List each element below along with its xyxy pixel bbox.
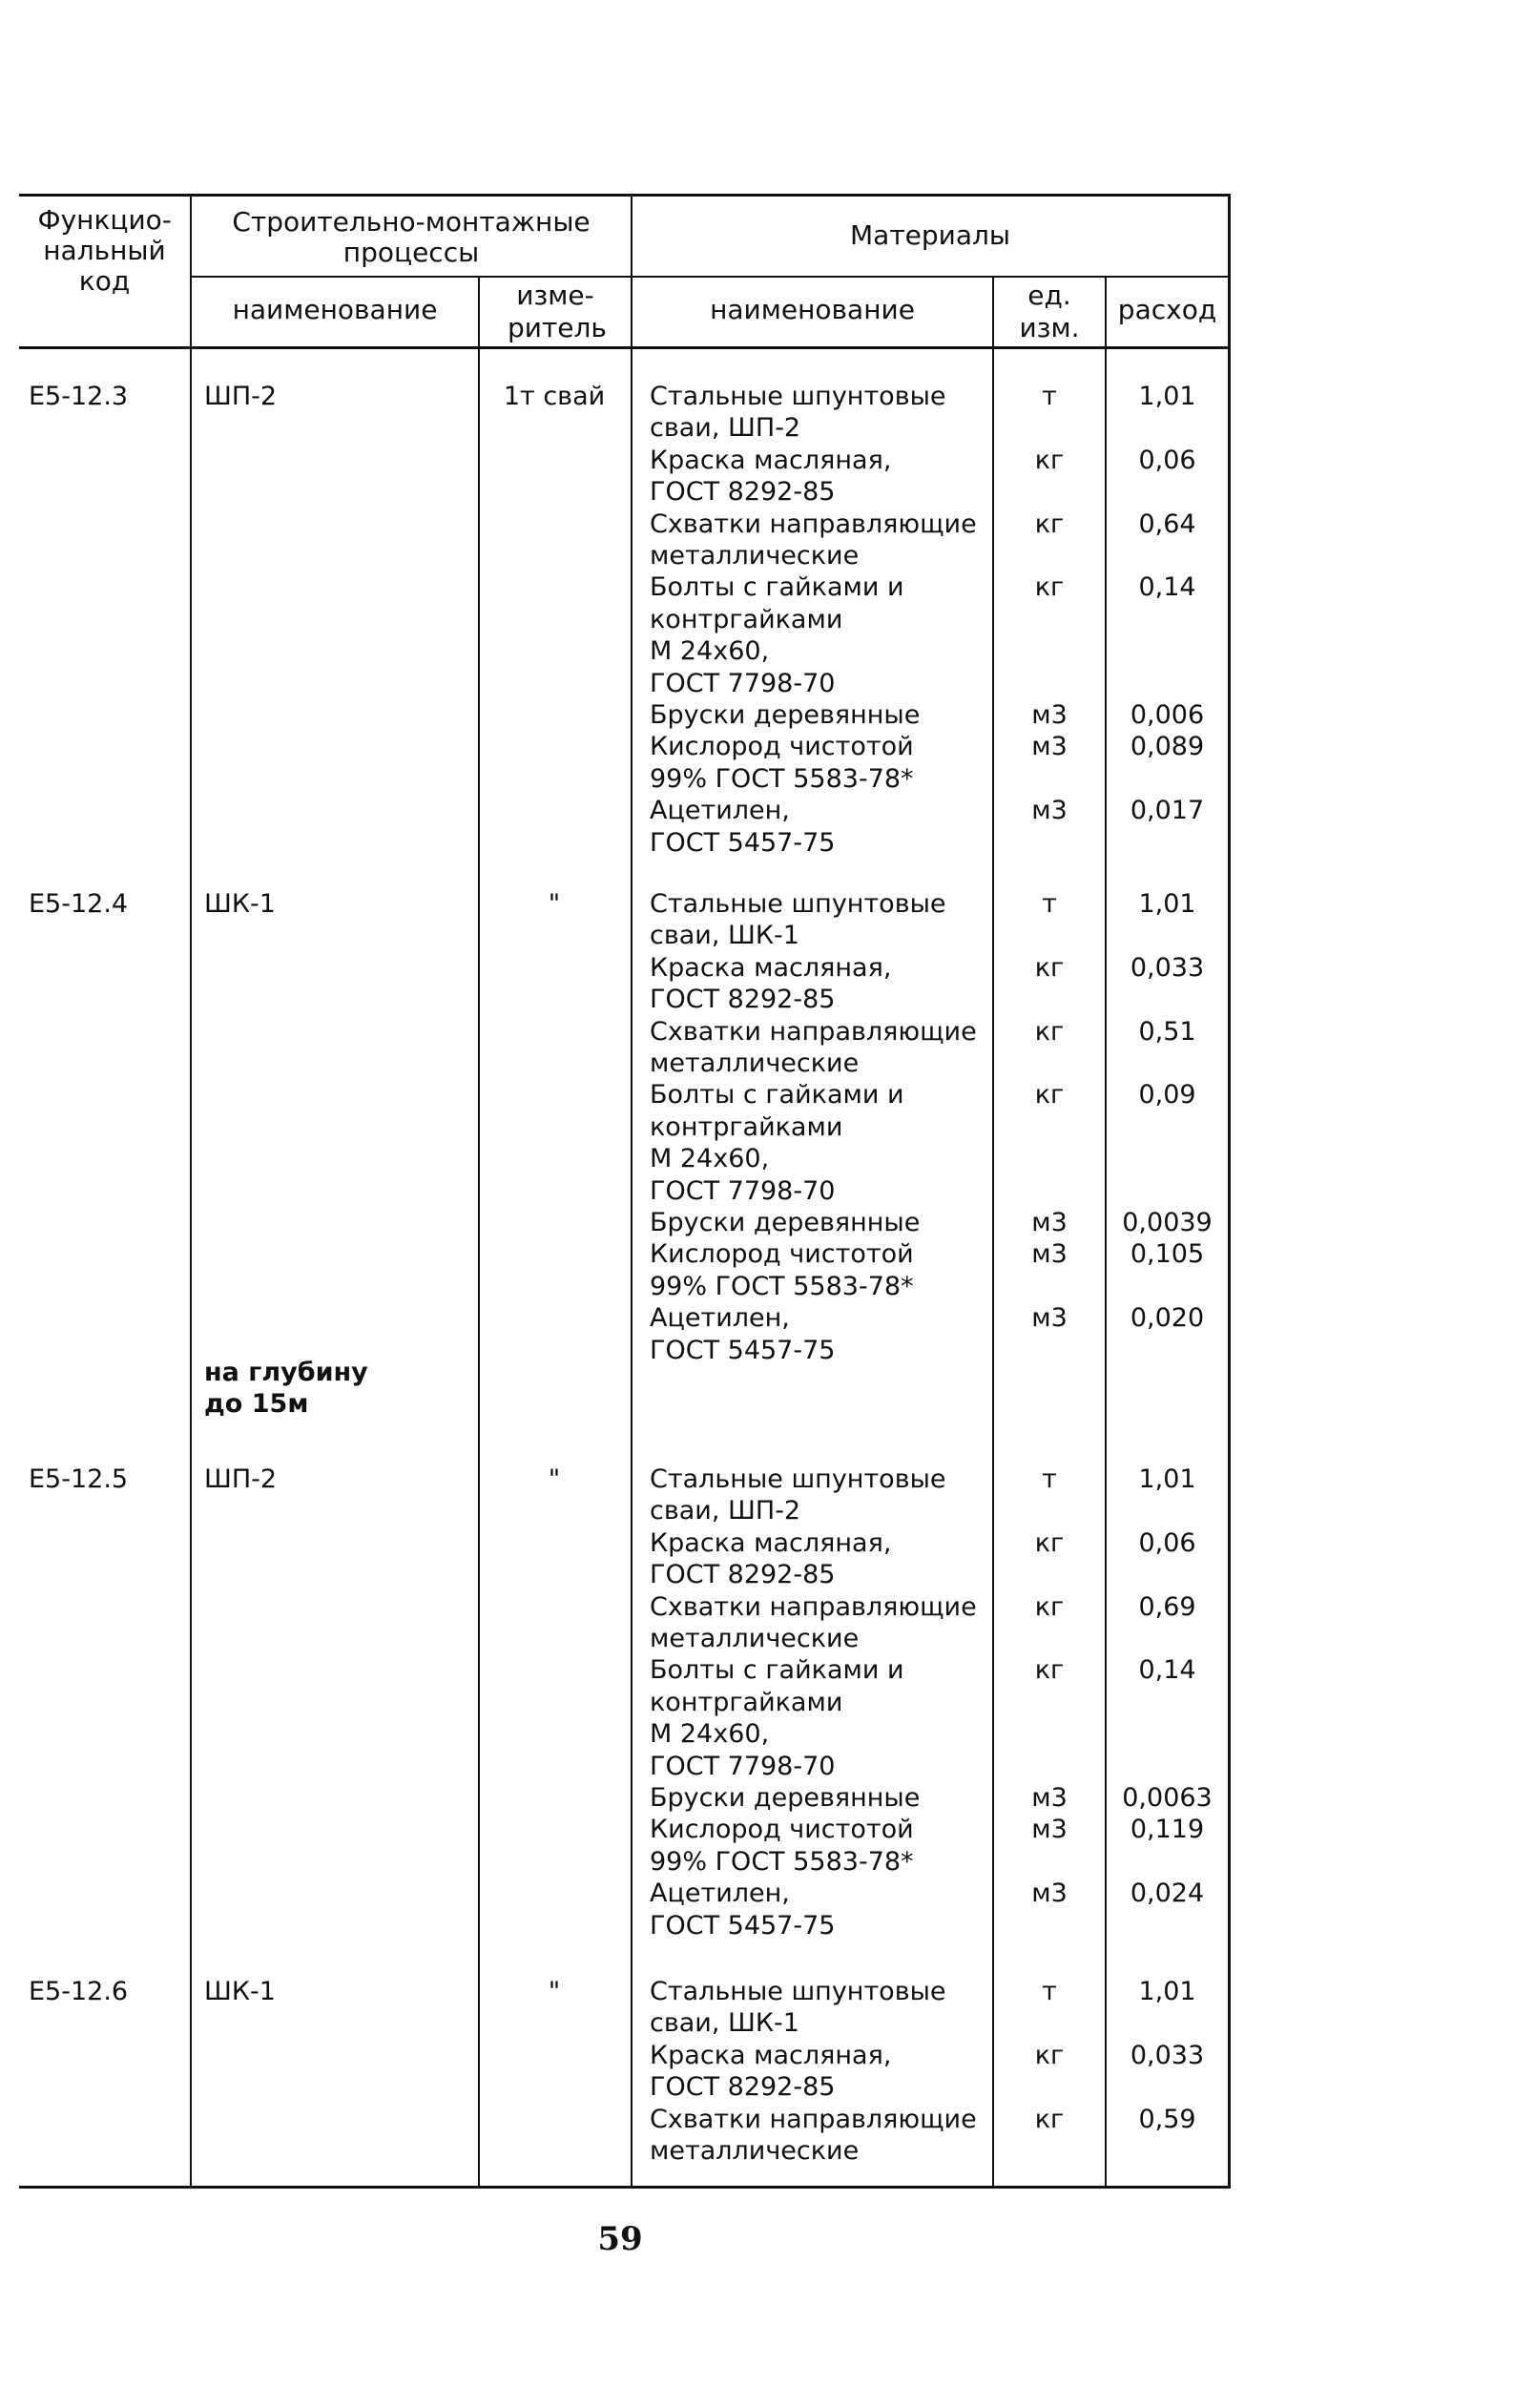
material-rate: 0,033 — [1130, 2040, 1205, 2070]
process-meter: " — [548, 1977, 561, 2006]
material-unit: м3 — [1031, 1239, 1068, 1270]
functional-code: Е5-12.5 — [29, 1464, 129, 1494]
material-unit: кг — [1034, 509, 1065, 539]
material-name-line: Бруски деревянные — [650, 1783, 921, 1813]
material-unit: м3 — [1031, 1815, 1068, 1845]
material-name-line: металлические — [650, 1624, 860, 1653]
material-name-line: Ацетилен, — [650, 1303, 790, 1334]
functional-code: Е5-12.6 — [29, 1977, 129, 2006]
material-unit: м3 — [1031, 1783, 1068, 1813]
process-meter: " — [548, 1464, 561, 1494]
material-name-line: ГОСТ 8292-85 — [650, 1560, 836, 1590]
table-top-border — [19, 194, 1231, 197]
material-name-line: ГОСТ 7798-70 — [650, 668, 836, 698]
material-unit: т — [1042, 1464, 1057, 1494]
material-rate: 0,033 — [1130, 952, 1205, 983]
material-name-line: Краска масляная, — [650, 2040, 892, 2070]
material-rate: 1,01 — [1138, 889, 1196, 919]
material-unit: м3 — [1031, 700, 1068, 730]
material-name-line: М 24х60, — [650, 1719, 770, 1750]
process-name: ШК-1 — [204, 1977, 276, 2006]
material-name-line: контргайками — [650, 1111, 843, 1142]
material-unit: кг — [1034, 1527, 1065, 1558]
material-rate: 0,06 — [1138, 445, 1196, 475]
header-material-rate: расход — [1117, 294, 1217, 325]
material-name-line: М 24х60, — [650, 1144, 770, 1174]
material-unit: кг — [1034, 1655, 1065, 1686]
material-name-line: М 24х60, — [650, 636, 770, 667]
material-rate: 0,119 — [1130, 1815, 1205, 1845]
material-rate: 0,020 — [1130, 1303, 1205, 1334]
material-unit: м3 — [1031, 1879, 1068, 1909]
material-name-line: 99% ГОСТ 5583-78* — [650, 1846, 914, 1877]
material-name-line: Схватки направляющие — [650, 1016, 977, 1047]
material-name-line: ГОСТ 5457-75 — [650, 1910, 836, 1941]
material-rate: 0,14 — [1138, 1655, 1196, 1686]
material-name-line: Краска масляная, — [650, 952, 892, 983]
material-name-line: ГОСТ 5457-75 — [650, 1335, 836, 1365]
material-unit: м3 — [1031, 1208, 1068, 1237]
material-unit: кг — [1034, 445, 1065, 475]
process-meter: 1т свай — [503, 382, 606, 411]
header-material-unit-text: ед. изм. — [1019, 280, 1080, 343]
material-rate: 0,59 — [1138, 2104, 1196, 2134]
header-process-meter — [480, 280, 631, 344]
material-rate: 0,089 — [1130, 732, 1205, 762]
material-name-line: ГОСТ 8292-85 — [650, 2072, 836, 2103]
header-material-unit — [994, 280, 1105, 344]
material-rate: 0,69 — [1138, 1591, 1196, 1622]
material-rate: 1,01 — [1138, 1464, 1196, 1494]
material-name-line: Болты с гайками и — [650, 572, 904, 603]
material-name-line: Ацетилен, — [650, 796, 790, 826]
material-name-line: контргайками — [650, 604, 843, 634]
material-name-line: сваи, ШП-2 — [650, 1496, 801, 1526]
material-name-line: Кислород чистотой — [650, 1815, 914, 1845]
depth-subheading — [204, 1357, 368, 1420]
functional-code: Е5-12.3 — [29, 382, 129, 411]
material-name-line: ГОСТ 5457-75 — [650, 827, 836, 858]
material-name-line: Краска масляная, — [650, 445, 892, 475]
material-rate: 0,024 — [1130, 1879, 1205, 1909]
material-name-line: ГОСТ 8292-85 — [650, 985, 836, 1015]
material-unit: кг — [1034, 1080, 1065, 1111]
material-name-line: сваи, ШП-2 — [650, 413, 801, 444]
functional-code: Е5-12.4 — [29, 889, 129, 919]
material-name-line: Бруски деревянные — [650, 700, 921, 730]
material-name-line: Стальные шпунтовые — [650, 382, 946, 411]
material-rate: 0,105 — [1130, 1239, 1205, 1270]
material-unit: кг — [1034, 1591, 1065, 1622]
process-name: ШП-2 — [204, 1464, 278, 1494]
material-name-line: Краска масляная, — [650, 1527, 892, 1558]
material-unit: т — [1042, 889, 1057, 919]
material-rate: 0,0039 — [1122, 1208, 1213, 1237]
header-process-meter-text: изме-ритель — [508, 280, 607, 343]
material-name-line: металлические — [650, 2136, 860, 2166]
material-name-line: металлические — [650, 541, 860, 571]
material-rate: 1,01 — [1138, 382, 1196, 411]
material-rate: 0,017 — [1130, 796, 1205, 826]
process-name: ШП-2 — [204, 382, 278, 411]
table-right-border — [1228, 194, 1231, 2188]
material-name-line: Схватки направляющие — [650, 509, 977, 539]
material-rate: 0,14 — [1138, 572, 1196, 603]
material-name-line: Кислород чистотой — [650, 1239, 914, 1270]
material-name-line: сваи, ШК-1 — [650, 2008, 799, 2039]
material-unit: кг — [1034, 1016, 1065, 1047]
material-name-line: контргайками — [650, 1687, 843, 1717]
col-divider-3 — [631, 194, 633, 2188]
material-unit: т — [1042, 382, 1057, 411]
material-unit: м3 — [1031, 732, 1068, 762]
material-rate: 0,51 — [1138, 1016, 1196, 1047]
material-rate: 0,0063 — [1122, 1783, 1213, 1813]
material-unit: м3 — [1031, 1303, 1068, 1334]
header-process-group-text: Строительно-монтажные процессы — [232, 206, 591, 268]
col-divider-2 — [478, 276, 480, 2188]
material-unit: кг — [1034, 2104, 1065, 2134]
material-name-line: 99% ГОСТ 5583-78* — [650, 1271, 914, 1301]
process-meter: " — [548, 889, 561, 919]
material-rate: 0,64 — [1138, 509, 1196, 539]
header-subdivider — [190, 276, 1231, 278]
material-rate: 0,006 — [1130, 700, 1205, 730]
header-func-code-text: Функцио-нальный код — [37, 204, 172, 297]
table-bottom-border — [19, 2186, 1231, 2189]
header-func-code — [19, 205, 190, 297]
material-name-line: металлические — [650, 1048, 860, 1078]
material-name-line: ГОСТ 8292-85 — [650, 477, 836, 508]
material-name-line: Бруски деревянные — [650, 1208, 921, 1237]
depth-subheading-line-1: на глубину — [204, 1358, 368, 1387]
material-name-line: Болты с гайками и — [650, 1080, 904, 1111]
material-name-line: 99% ГОСТ 5583-78* — [650, 763, 914, 794]
header-material-name: наименование — [710, 294, 915, 325]
material-name-line: ГОСТ 7798-70 — [650, 1751, 836, 1781]
process-name: ШК-1 — [204, 889, 276, 919]
material-name-line: Стальные шпунтовые — [650, 1977, 946, 2006]
header-bottom-border — [19, 346, 1231, 349]
material-rate: 0,06 — [1138, 1527, 1196, 1558]
material-rate: 1,01 — [1138, 1977, 1196, 2006]
header-process-group — [192, 207, 631, 268]
material-name-line: Ацетилен, — [650, 1879, 790, 1909]
material-name-line: Стальные шпунтовые — [650, 889, 946, 919]
norms-table — [19, 194, 1231, 2188]
material-unit: кг — [1034, 2040, 1065, 2070]
material-name-line: Схватки направляющие — [650, 1591, 977, 1622]
material-name-line: сваи, ШК-1 — [650, 921, 799, 951]
material-name-line: ГОСТ 7798-70 — [650, 1175, 836, 1206]
header-materials-group: Материалы — [850, 219, 1010, 251]
material-name-line: Схватки направляющие — [650, 2104, 977, 2134]
material-name-line: Кислород чистотой — [650, 732, 914, 762]
depth-subheading-line-2: до 15м — [204, 1389, 309, 1419]
material-unit: кг — [1034, 572, 1065, 603]
material-unit: т — [1042, 1977, 1057, 2006]
material-name-line: Стальные шпунтовые — [650, 1464, 946, 1494]
header-process-name: наименование — [232, 294, 438, 325]
material-name-line: Болты с гайками и — [650, 1655, 904, 1686]
page-number: 59 — [597, 2220, 643, 2258]
material-unit: м3 — [1031, 796, 1068, 826]
material-unit: кг — [1034, 952, 1065, 983]
col-divider-1 — [190, 194, 192, 2188]
material-rate: 0,09 — [1138, 1080, 1196, 1111]
